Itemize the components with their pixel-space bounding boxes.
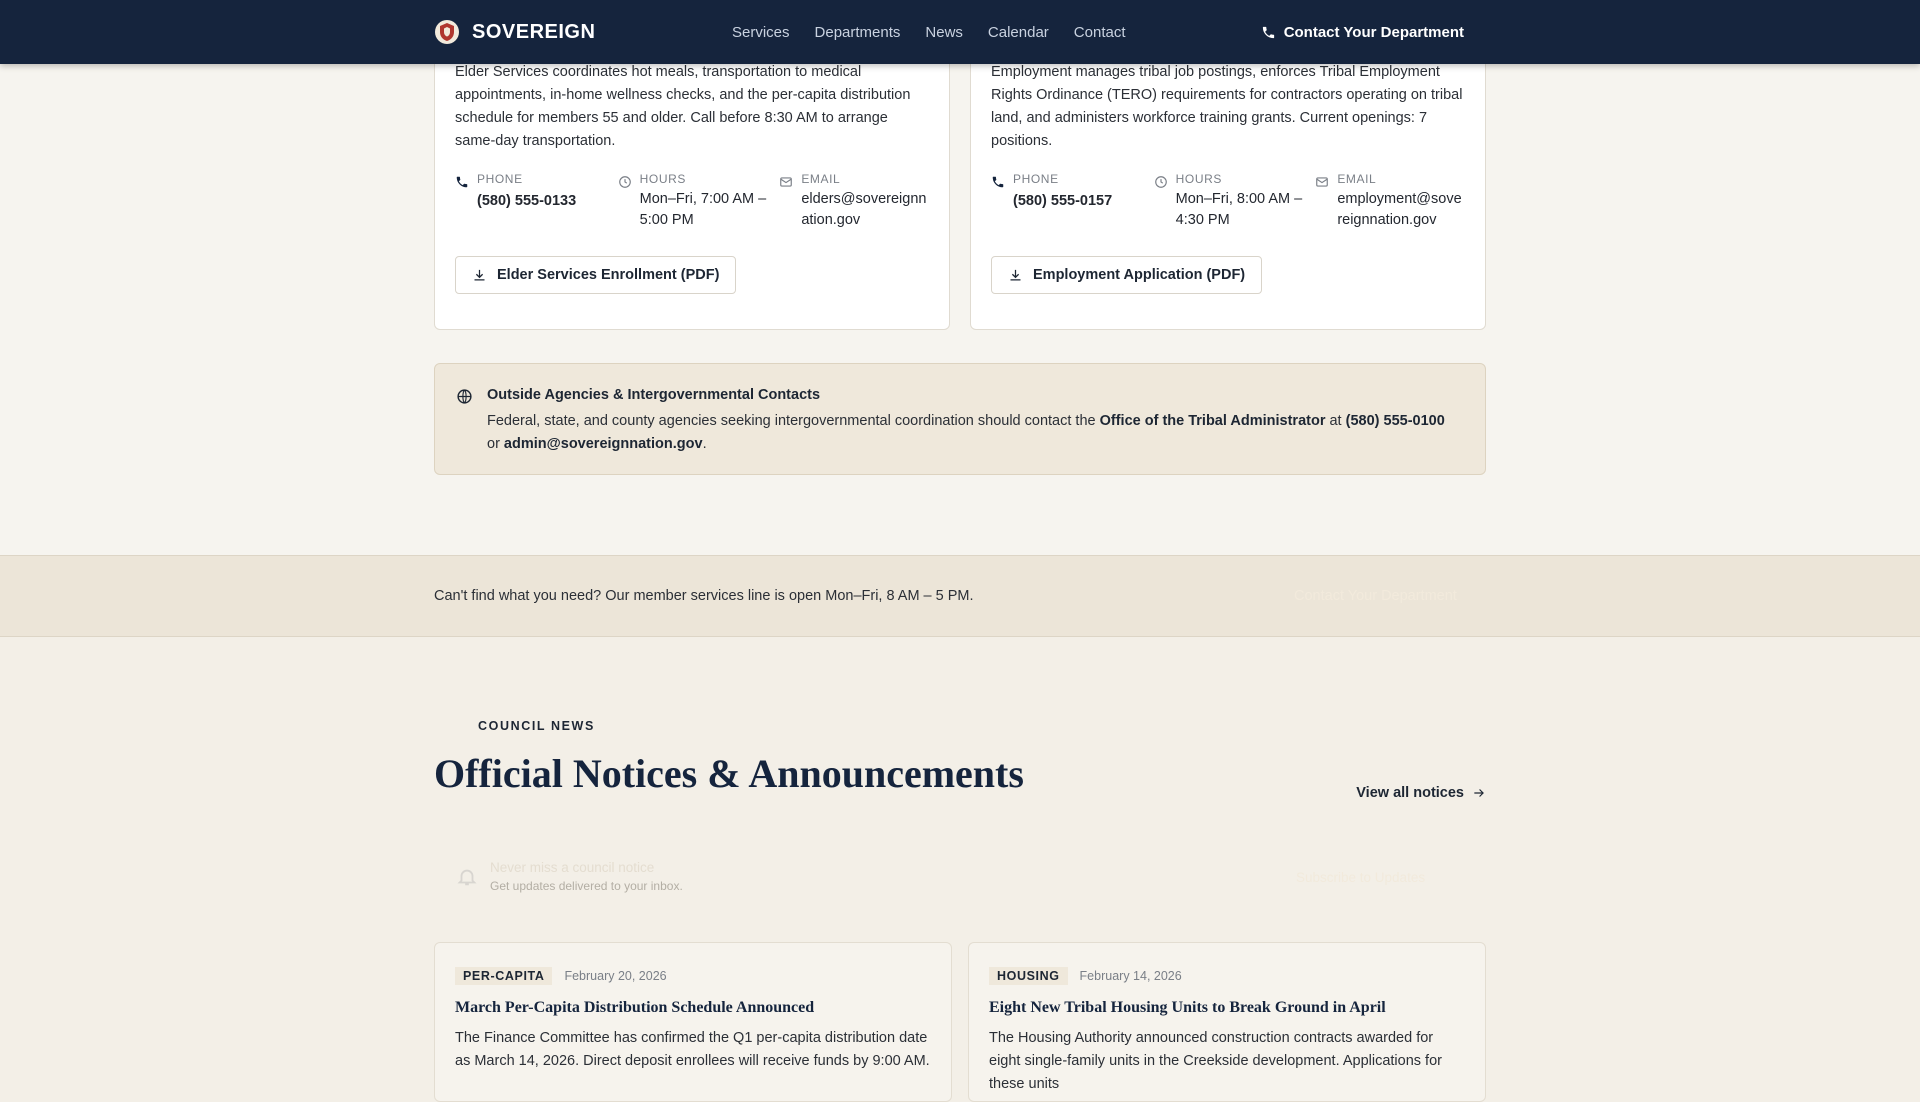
department-card-employment xyxy=(970,48,1486,330)
download-pdf-button[interactable] xyxy=(991,256,1262,294)
news-eyebrow: COUNCIL NEWS xyxy=(478,719,595,733)
help-bar xyxy=(0,555,1920,637)
site-header xyxy=(0,0,1920,64)
view-all-notices-link[interactable] xyxy=(1356,785,1486,801)
hours-info xyxy=(1154,172,1316,231)
email-label: EMAIL xyxy=(1337,172,1377,186)
help-text: Can't find what you need? Our member services line is open Mon–Fri, 8 AM – 5 PM. xyxy=(434,588,974,604)
phone-info xyxy=(991,172,1154,231)
news-body: The Finance Committee has confirmed the Q1 per-capita distribution date as March 14, 2026. Direct deposit enrollees will receive funds by 9:00 AM. xyxy=(455,1030,930,1069)
phone-icon xyxy=(1261,25,1276,40)
department-info-row xyxy=(991,172,1465,231)
phone-value[interactable]: (580) 555-0157 xyxy=(1013,193,1113,209)
email-info xyxy=(1315,172,1465,231)
help-contact-link[interactable]: Contact Your Department xyxy=(1294,588,1457,604)
download-pdf-button[interactable] xyxy=(455,256,736,294)
download-icon xyxy=(472,268,487,283)
news-title: Official Notices & Announcements xyxy=(434,751,1024,796)
administrator-office: Office of the Tribal Administrator xyxy=(1099,413,1326,429)
nav-calendar[interactable]: Calendar xyxy=(987,23,1049,41)
email-value[interactable]: elders@sovereignnation.gov xyxy=(801,191,927,228)
contact-department-button[interactable] xyxy=(1261,0,1464,64)
administrator-email[interactable]: admin@sovereignnation.gov xyxy=(503,436,703,452)
outside-agencies-title: Outside Agencies & Intergovernmental Contacts xyxy=(487,387,821,403)
brand[interactable] xyxy=(434,19,595,45)
phone-icon xyxy=(455,175,469,189)
clock-icon xyxy=(1154,175,1168,189)
news-card[interactable] xyxy=(968,942,1486,1102)
arrow-right-icon xyxy=(1472,786,1486,800)
news-date: February 20, 2026 xyxy=(564,969,667,983)
globe-icon xyxy=(456,388,473,405)
hours-value: Mon–Fri, 8:00 AM – 4:30 PM xyxy=(1175,191,1303,228)
mail-icon xyxy=(779,175,793,189)
bell-icon xyxy=(456,866,478,888)
subscribe-title: Never miss a council notice xyxy=(490,860,655,875)
mail-icon xyxy=(1315,175,1329,189)
news-headline[interactable]: March Per-Capita Distribution Schedule Announced xyxy=(455,999,815,1016)
view-all-label: View all notices xyxy=(1356,785,1464,801)
nav-departments[interactable]: Departments xyxy=(814,23,901,41)
contact-department-label: Contact Your Department xyxy=(1283,23,1464,41)
phone-label: PHONE xyxy=(1013,172,1059,186)
shield-logo-icon xyxy=(434,19,460,45)
nav-services[interactable]: Services xyxy=(732,23,790,41)
news-tag: PER-CAPITA xyxy=(455,967,552,985)
news-tag: HOUSING xyxy=(989,967,1068,985)
outside-agencies-text: Federal, state, and county agencies seeking intergovernmental coordination should contact the Office of the Tribal Administrator at (580) 555-0100 or admin@sovereignnation.gov. xyxy=(487,413,1445,452)
department-description: Employment manages tribal job postings, enforces Tribal Employment Rights Ordinance (TERO) requirements for contractors operating on tribal land, and administers workforce training grants. Current openings: 7 positions. xyxy=(991,64,1463,149)
hours-label: HOURS xyxy=(639,172,686,186)
hours-value: Mon–Fri, 7:00 AM – 5:00 PM xyxy=(639,191,767,228)
phone-info xyxy=(455,172,618,231)
outside-agencies-notice xyxy=(434,363,1486,475)
administrator-phone[interactable]: (580) 555-0100 xyxy=(1345,413,1445,429)
email-value[interactable]: employment@sovereignnation.gov xyxy=(1337,191,1462,228)
hours-info xyxy=(618,172,780,231)
news-body: The Housing Authority announced construction contracts awarded for eight single-family units in the Creekside development. Applications for these units xyxy=(989,1030,1442,1092)
download-pdf-label: Elder Services Enrollment (PDF) xyxy=(497,267,720,283)
subscribe-description: Get updates delivered to your inbox. xyxy=(490,879,683,893)
clock-icon xyxy=(618,175,632,189)
main-nav xyxy=(732,0,1126,64)
phone-value[interactable]: (580) 555-0133 xyxy=(477,193,577,209)
subscribe-row xyxy=(456,858,1456,898)
phone-label: PHONE xyxy=(477,172,523,186)
download-icon xyxy=(1008,268,1023,283)
nav-news[interactable]: News xyxy=(925,23,963,41)
news-card[interactable] xyxy=(434,942,952,1102)
subscribe-button[interactable]: Subscribe to Updates xyxy=(1296,870,1426,885)
hours-label: HOURS xyxy=(1175,172,1222,186)
email-info xyxy=(779,172,929,231)
news-date: February 14, 2026 xyxy=(1079,969,1182,983)
news-meta xyxy=(455,967,667,985)
department-description: Elder Services coordinates hot meals, transportation to medical appointments, in-home wellness checks, and the per-capita distribution schedule for members 55 and older. Call before 8:30 AM to arrange same-day transportation. xyxy=(455,64,911,149)
news-meta xyxy=(989,967,1182,985)
nav-contact[interactable]: Contact xyxy=(1073,23,1126,41)
phone-icon xyxy=(991,175,1005,189)
brand-name: SOVEREIGN xyxy=(472,20,596,43)
news-headline[interactable]: Eight New Tribal Housing Units to Break Ground in April xyxy=(989,999,1386,1016)
download-pdf-label: Employment Application (PDF) xyxy=(1033,267,1246,283)
department-info-row xyxy=(455,172,929,231)
email-label: EMAIL xyxy=(801,172,841,186)
department-card-elder-services xyxy=(434,48,950,330)
